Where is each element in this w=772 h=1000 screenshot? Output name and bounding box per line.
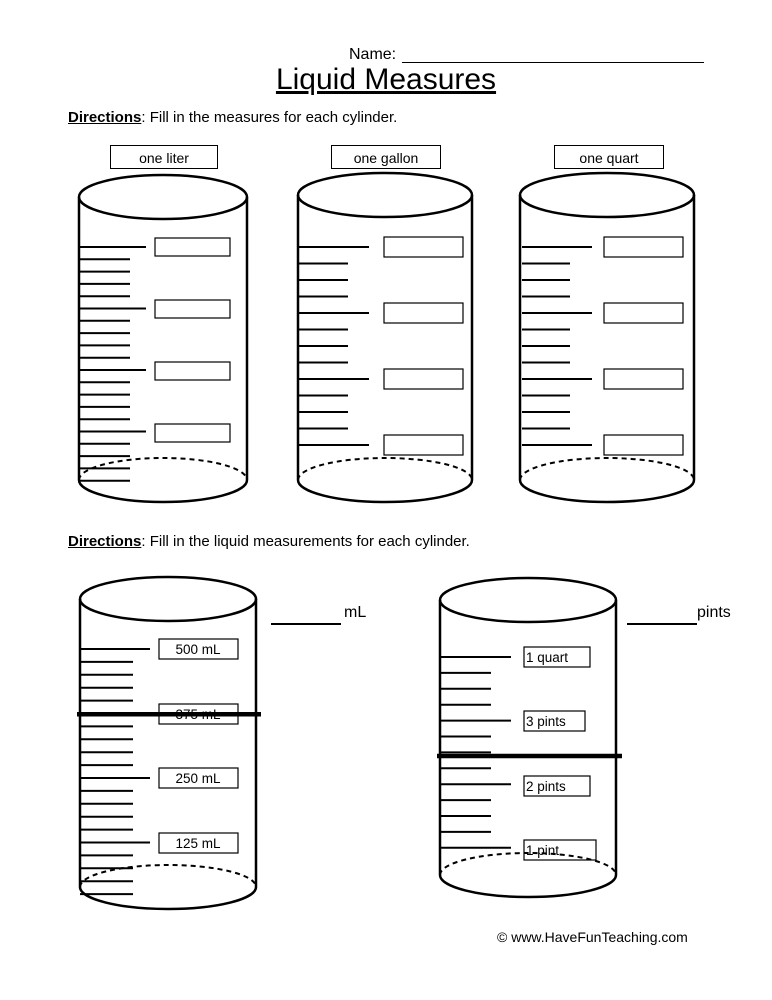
ml-mark-label-4: 125 mL	[175, 836, 221, 851]
cylinder-quart-bottom	[520, 480, 694, 502]
name-label: Name:	[349, 46, 397, 63]
cylinder-liter-bottom	[79, 480, 247, 502]
cylinder-label-quart: one quart	[554, 145, 664, 169]
pints-mark-label-1: 1 quart	[526, 650, 569, 665]
pints-mark-label-2: 3 pints	[526, 714, 566, 729]
quart-answer-box-3	[604, 369, 683, 389]
gallon-answer-box-1	[384, 237, 463, 257]
liter-answer-box-2	[155, 300, 230, 318]
ml-mark-label-1: 500 mL	[175, 642, 221, 657]
gallon-answer-box-2	[384, 303, 463, 323]
directions-1-bold: Directions	[68, 109, 142, 126]
liter-answer-box-4	[155, 424, 230, 442]
quart-answer-box-2	[604, 303, 683, 323]
cylinder-liter-top	[79, 175, 247, 219]
page-title: Liquid Measures	[275, 63, 497, 96]
liter-answer-box-3	[155, 362, 230, 380]
cylinder-quart-top	[520, 173, 694, 217]
cylinder-label-gallon: one gallon	[331, 145, 441, 169]
cylinder-gallon-bottom	[298, 480, 472, 502]
cylinder-pints-bottom	[440, 875, 616, 897]
cylinder-gallon-top	[298, 173, 472, 217]
gallon-answer-box-4	[384, 435, 463, 455]
directions-2-text: : Fill in the liquid measurements for each cylinder.	[141, 533, 470, 550]
liter-answer-box-1	[155, 238, 230, 256]
quart-answer-box-1	[604, 237, 683, 257]
cylinder-quart-bottom-back	[520, 458, 694, 480]
ml-mark-label-2: 375 mL	[175, 707, 221, 722]
cylinder-ml-bottom	[80, 887, 256, 909]
pints-mark-label-3: 2 pints	[526, 779, 566, 794]
directions-1-text: : Fill in the measures for each cylinder.	[141, 109, 398, 126]
ml-mark-label-3: 250 mL	[175, 771, 221, 786]
quart-answer-box-4	[604, 435, 683, 455]
gallon-answer-box-3	[384, 369, 463, 389]
copyright-text: © www.HaveFunTeaching.com	[497, 929, 688, 945]
cylinder-label-liter: one liter	[110, 145, 218, 169]
cylinder-pints-top	[440, 578, 616, 622]
directions-2-bold: Directions	[68, 533, 142, 550]
cylinder-ml-top	[80, 577, 256, 621]
cylinder-gallon-bottom-back	[298, 458, 472, 480]
pints-unit-label: pints	[697, 604, 731, 621]
pints-mark-label-4: 1 pint	[526, 843, 560, 858]
ml-unit-label: mL	[344, 604, 367, 621]
